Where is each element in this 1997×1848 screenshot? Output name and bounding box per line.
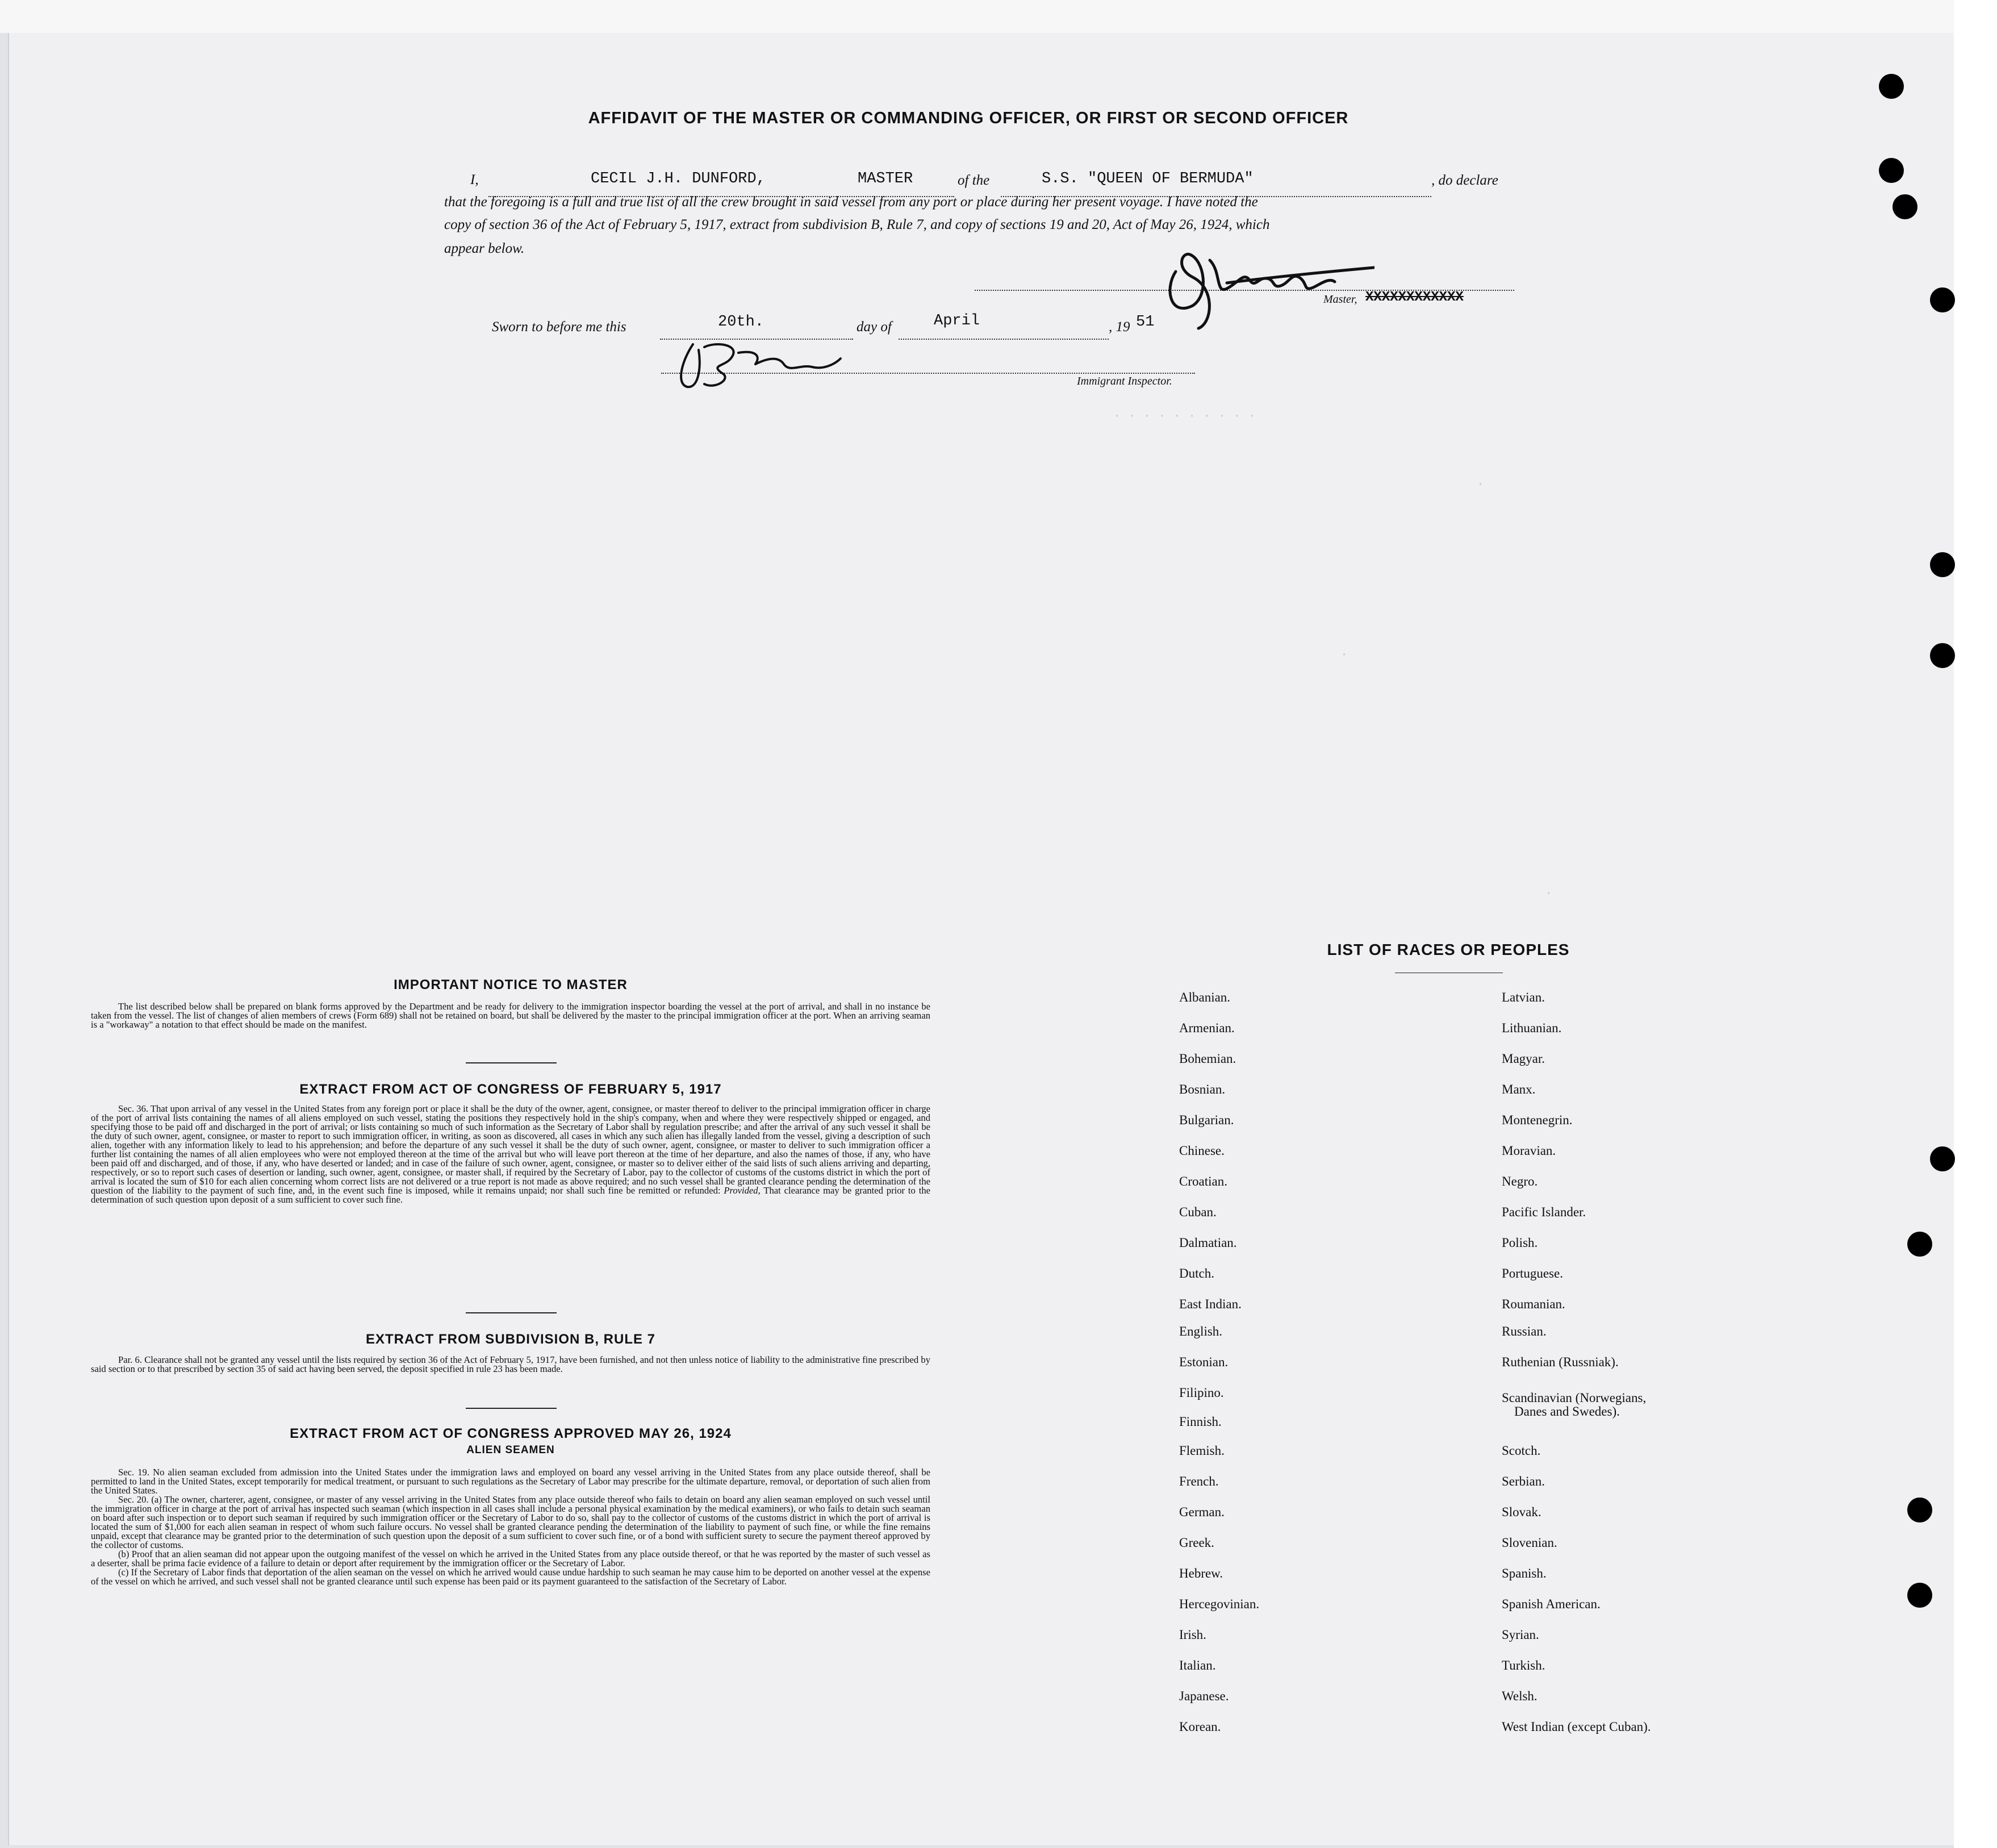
year-prefix: , 19 bbox=[1109, 319, 1130, 335]
race-item: Japanese. bbox=[1179, 1689, 1229, 1703]
race-item: Polish. bbox=[1502, 1236, 1538, 1250]
race-item: Negro. bbox=[1502, 1174, 1538, 1188]
page-top-edge bbox=[0, 0, 1997, 33]
master-label: Master, bbox=[1323, 293, 1357, 306]
of-the-label: of the bbox=[958, 173, 990, 188]
race-item: Ruthenian (Russniak). bbox=[1502, 1355, 1619, 1369]
alien-seamen-subheading: ALIEN SEAMEN bbox=[466, 1444, 555, 1456]
declaration-line-3: copy of section 36 of the Act of February 5, 1917, extract from subdivision B, Rule 7, and copy of sections 19 and 20, Act of May 26, 1924, which bbox=[444, 217, 1270, 232]
race-item: Dutch. bbox=[1179, 1266, 1214, 1280]
race-item: Bulgarian. bbox=[1179, 1113, 1234, 1127]
rule7-text bbox=[91, 1355, 930, 1374]
master-rank: MASTER bbox=[858, 170, 913, 187]
sec20c-text bbox=[91, 1568, 930, 1586]
extract-1917-heading: EXTRACT FROM ACT OF CONGRESS OF FEBRUARY 5, 1917 bbox=[299, 1082, 722, 1097]
day-of-label: day of bbox=[857, 319, 892, 335]
sec36-label: Sec. 36. bbox=[118, 1103, 149, 1114]
page-right-margin bbox=[1954, 0, 1997, 1848]
race-item: Spanish. bbox=[1502, 1566, 1547, 1580]
race-item: Hercegovinian. bbox=[1179, 1597, 1260, 1611]
punch-hole bbox=[1892, 194, 1917, 219]
race-item: Syrian. bbox=[1502, 1628, 1539, 1642]
sworn-year: 51 bbox=[1136, 314, 1155, 331]
race-item: Estonian. bbox=[1179, 1355, 1229, 1369]
race-item: Korean. bbox=[1179, 1720, 1221, 1734]
punch-hole bbox=[1930, 552, 1955, 577]
provided-label: Provided, bbox=[724, 1185, 761, 1196]
race-item: Scandinavian (Norwegians, bbox=[1502, 1391, 1647, 1405]
race-item: Italian. bbox=[1179, 1658, 1216, 1672]
race-item: Moravian. bbox=[1502, 1144, 1556, 1158]
punch-hole bbox=[1930, 287, 1955, 312]
punch-hole bbox=[1907, 1497, 1932, 1522]
bleed-through-text: · bbox=[1340, 648, 1348, 662]
sec36-body: That upon arrival of any vessel in the United States from any foreign port or place it shall be the duty of the owner, agent, consignee, or master thereof to deliver to the principal immigration officer in charge of the port of arrival lists containing the names of all aliens employed on such vessel, stating the positions they respectively hold in the ship's company, when and where they were respectively shipped or engaged, and specifying those to be paid off and discharged in the port of arrival; or lists containing so much of such information as the Secretary of Labor shall by regulation prescribe; and after the arrival of any such vessel it shall be the duty of such owner, agent, consignee, or master to report to such immigration officer, in writing, as soon as discovered, all cases in which any such alien has illegally landed from the vessel, giving a description of such alien, together with any information likely to lead to his apprehension; and before the departure of any such vessel it shall be the duty of such owner, agent, consignee, or master to deliver to such immigration officer a further list containing the names of all alien employees who were not employed thereon at the time of the arrival but who will leave port thereon at the time of her departure, and also the names of those, if any, who have been paid off and discharged, and of those, if any, who have deserted or landed; and in case of the failure of such owner, agent, consignee, or master so to deliver either of the said lists of such aliens arriving and departing, respectively, or so to report such cases of desertion or landing, such owner, agent, consignee, or master shall, if required by the Secretary of Labor, pay to the collector of customs of the customs district in which the port of arrival is located the sum of $10 for each alien concerning whom correct lists are not delivered or a true report is not made as above required; and no such vessel shall be granted clearance pending the determination of the question of the liability to the payment of such fine, and, in the event such fine is imposed, while it remains unpaid; nor shall such fine be remitted or refunded: bbox=[91, 1103, 930, 1196]
race-item: Greek. bbox=[1179, 1536, 1214, 1550]
notice-text bbox=[91, 1002, 930, 1029]
sworn-label: Sworn to before me this bbox=[492, 319, 626, 335]
bleed-through-text: · bbox=[1545, 886, 1553, 900]
race-item: French. bbox=[1179, 1474, 1219, 1488]
race-item: Spanish American. bbox=[1502, 1597, 1601, 1611]
race-item: Slovenian. bbox=[1502, 1536, 1557, 1550]
race-item: Montenegrin. bbox=[1502, 1113, 1573, 1127]
race-item: Bohemian. bbox=[1179, 1052, 1236, 1066]
punch-hole bbox=[1907, 1583, 1932, 1608]
race-item: Lithuanian. bbox=[1502, 1021, 1562, 1035]
race-item: Serbian. bbox=[1502, 1474, 1545, 1488]
do-declare-label: , do declare bbox=[1431, 173, 1498, 188]
master-name: CECIL J.H. DUNFORD, bbox=[591, 170, 766, 187]
inspector-signature bbox=[670, 333, 863, 395]
bleed-through-text: · bbox=[1477, 477, 1485, 491]
inspector-label: Immigrant Inspector. bbox=[1077, 375, 1172, 387]
race-item: Bosnian. bbox=[1179, 1082, 1226, 1096]
race-item: West Indian (except Cuban). bbox=[1502, 1720, 1651, 1734]
notice-body: The list described below shall be prepared on blank forms approved by the Department and be ready for delivery to the immigration inspector boarding the vessel at the port of arrival, and shall in no instance be taken from the vessel. The list of changes of alien members of crews (Form 689) shall not be retained on board, but shall be delivered by the master to the principal immigration officer at the port. When an arriving seaman is a "workaway" a notation to that effect should be made on the manifest. bbox=[91, 1001, 930, 1030]
bleed-through-text: · · · · · · · · · · bbox=[1113, 409, 1256, 423]
sec36-end: That clearance may be granted prior to the determination of such question upon deposit of a sum sufficient to cover such fine. bbox=[91, 1185, 930, 1205]
sworn-month-field bbox=[899, 316, 1109, 340]
races-heading: LIST OF RACES OR PEOPLES bbox=[1327, 941, 1570, 958]
master-signature bbox=[1159, 237, 1374, 340]
sec20c-body: (c) If the Secretary of Labor finds that deportation of the alien seaman on the vessel on which he arrived would cause undue hardship to such seaman he may cause him to be deported on another vessel at the expense of the vessel on which he arrived, and such vessel shall not be granted clearance until such expense has been paid or its payment guaranteed to the satisfaction of the Secretary of Labor. bbox=[91, 1567, 930, 1587]
extract-1917-text bbox=[91, 1104, 930, 1204]
punch-hole bbox=[1907, 1232, 1932, 1257]
race-item: German. bbox=[1179, 1505, 1225, 1519]
rule7-heading: EXTRACT FROM SUBDIVISION B, RULE 7 bbox=[365, 1332, 656, 1347]
extract-1924-heading: EXTRACT FROM ACT OF CONGRESS APPROVED MAY 26, 1924 bbox=[290, 1426, 732, 1441]
divider bbox=[466, 1312, 557, 1313]
punch-hole bbox=[1930, 643, 1955, 668]
sworn-day: 20th. bbox=[718, 314, 764, 331]
race-item: Latvian. bbox=[1502, 990, 1545, 1004]
race-item: Manx. bbox=[1502, 1082, 1536, 1096]
race-item: Filipino. bbox=[1179, 1386, 1224, 1400]
race-item: Irish. bbox=[1179, 1628, 1206, 1642]
race-item: Slovak. bbox=[1502, 1505, 1541, 1519]
sec20b-text bbox=[91, 1550, 930, 1568]
race-item: Danes and Swedes). bbox=[1514, 1404, 1620, 1419]
race-item: Finnish. bbox=[1179, 1415, 1222, 1429]
race-item: Croatian. bbox=[1179, 1174, 1227, 1188]
punch-hole bbox=[1930, 1146, 1955, 1171]
declaration-line-2: that the foregoing is a full and true list of all the crew brought in said vessel from any port or place during her present voyage. I have noted the bbox=[444, 194, 1258, 210]
sec19-body: Sec. 19. No alien seaman excluded from admission into the United States under the immigration laws and employed on board any vessel arriving in the United States from any place outside thereof, shall be permitted to land in the United States, except temporarily for medical treatment, or pursuant to such regulations as the Secretary of Labor may prescribe for the ultimate departure, removal, or deportation of such alien from the United States. bbox=[91, 1467, 930, 1496]
notice-heading: IMPORTANT NOTICE TO MASTER bbox=[394, 977, 628, 992]
race-item: Armenian. bbox=[1179, 1021, 1235, 1035]
race-item: Portuguese. bbox=[1502, 1266, 1563, 1280]
sec20a-text bbox=[91, 1495, 930, 1550]
divider bbox=[466, 1062, 557, 1063]
race-item: Magyar. bbox=[1502, 1052, 1545, 1066]
race-item: Cuban. bbox=[1179, 1205, 1217, 1219]
sec19-text bbox=[91, 1468, 930, 1495]
race-item: East Indian. bbox=[1179, 1297, 1242, 1311]
sec20b-body: (b) Proof that an alien seaman did not appear upon the outgoing manifest of the vessel on which he arrived in the United States from any place outside thereof, or that he was reported by the master of such vessel as a deserter, shall be prima facie evidence of a failure to detain or deport after requirement by the immigration officer or the Secretary of Labor. bbox=[91, 1549, 930, 1568]
divider bbox=[466, 1408, 557, 1409]
rule7-body: Par. 6. Clearance shall not be granted any vessel until the lists required by section 36 of the Act of February 5, 1917, have been furnished, and not then unless notice of liability to the administrative fine prescribed by said section or to that prescribed by section 35 of said act having been served, the deposit specified in rule 23 has been made. bbox=[91, 1354, 930, 1374]
punch-hole bbox=[1879, 74, 1904, 99]
i-label: I, bbox=[470, 172, 479, 187]
race-item: English. bbox=[1179, 1324, 1223, 1338]
struck-title: XXXXXXXXXXXX bbox=[1365, 290, 1464, 305]
race-item: Russian. bbox=[1502, 1324, 1547, 1338]
race-item: Albanian. bbox=[1179, 990, 1231, 1004]
race-item: Turkish. bbox=[1502, 1658, 1545, 1672]
race-item: Roumanian. bbox=[1502, 1297, 1565, 1311]
race-item: Scotch. bbox=[1502, 1444, 1541, 1458]
race-item: Chinese. bbox=[1179, 1144, 1225, 1158]
sworn-month: April bbox=[934, 312, 980, 329]
race-item: Pacific Islander. bbox=[1502, 1205, 1586, 1219]
affidavit-title: AFFIDAVIT OF THE MASTER OR COMMANDING OFFICER, OR FIRST OR SECOND OFFICER bbox=[588, 109, 1349, 127]
declaration-line-4: appear below. bbox=[444, 241, 525, 256]
vessel-name: S.S. "QUEEN OF BERMUDA" bbox=[1042, 170, 1254, 187]
extract-1924-text bbox=[91, 1468, 930, 1586]
race-item: Welsh. bbox=[1502, 1689, 1538, 1703]
race-item: Dalmatian. bbox=[1179, 1236, 1237, 1250]
race-item: Hebrew. bbox=[1179, 1566, 1223, 1580]
punch-hole bbox=[1879, 158, 1904, 183]
sec20a-body: Sec. 20. (a) The owner, charterer, agent, consignee, or master of any vessel arriving in the United States from any place outside thereof who fails to detain on board any alien seaman employed on such vessel until the immigration officer in charge at the port of arrival has inspected such seaman (which inspection in all cases shall include a personal physical examination by the medical examiners), or who fails to detain such seaman on board after such inspection or to deport such seaman if required by such immigration officer or the Secretary of Labor to do so, shall pay to the collector of customs of the customs district in which the port of arrival is located the sum of $1,000 for each alien seaman in respect of whom such failure occurs. No vessel shall be granted clearance pending the determination of the liability to payment of such fine, or while the fine remains unpaid, except that clearance may be granted prior to the determination of such question upon the deposit of a sum sufficient to cover such fine, or of a bond with sufficient surety to secure the payment thereof approved by the collector of customs. bbox=[91, 1494, 930, 1550]
race-item: Flemish. bbox=[1179, 1444, 1225, 1458]
